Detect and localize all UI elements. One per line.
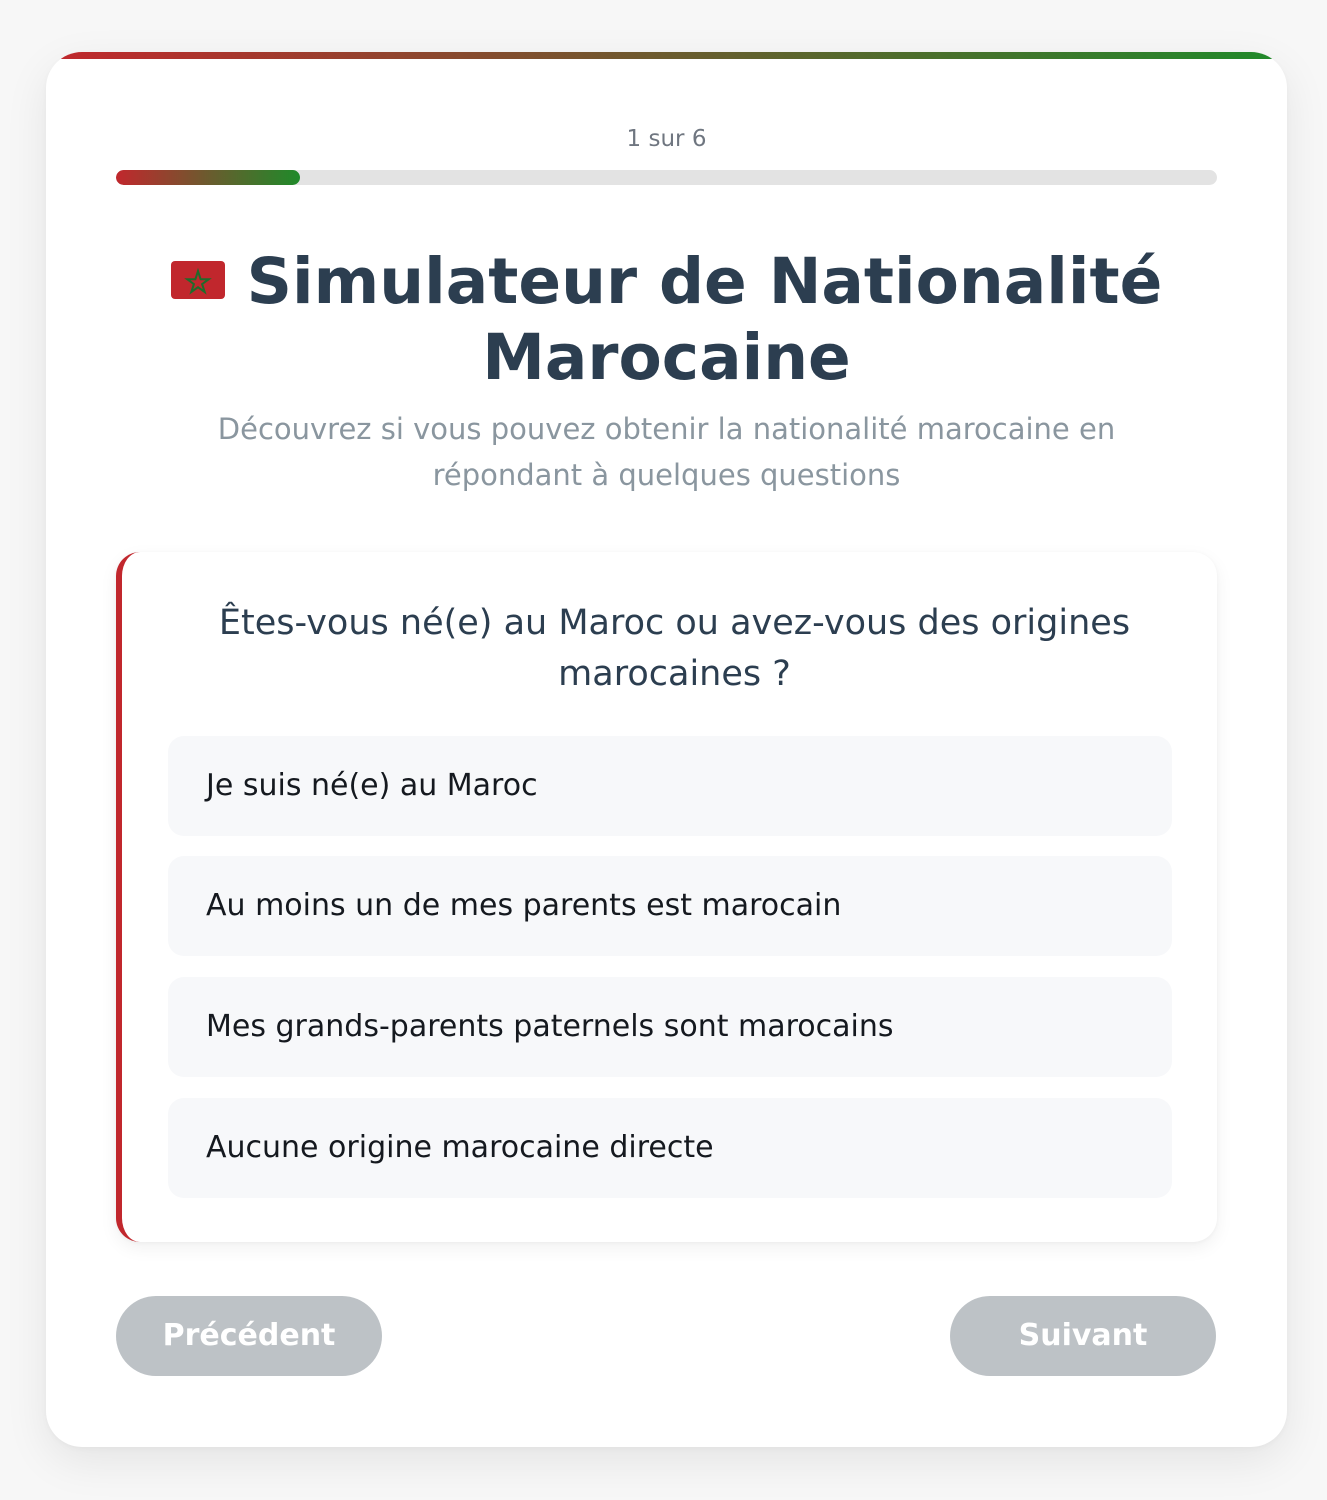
page-subtitle: Découvrez si vous pouvez obtenir la nationalité marocaine en répondant à quelques questions	[217, 412, 1116, 492]
answer-option[interactable]: Au moins un de mes parents est marocain	[168, 856, 1172, 956]
page-title-text: Simulateur de Nationalité Marocaine	[246, 245, 1163, 394]
progress-bar-fill	[116, 170, 300, 185]
answer-option[interactable]: Je suis né(e) au Maroc	[168, 736, 1172, 836]
answer-option[interactable]: Aucune origine marocaine directe	[168, 1098, 1172, 1198]
page-title	[166, 244, 1167, 396]
previous-button[interactable]: Précédent	[116, 1296, 382, 1376]
top-accent-bar	[46, 52, 1287, 59]
question-card	[116, 552, 1217, 1242]
morocco-flag-icon	[171, 261, 225, 299]
answer-option[interactable]: Mes grands-parents paternels sont marocains	[168, 977, 1172, 1077]
next-button[interactable]: Suivant	[950, 1296, 1216, 1376]
question-text: Êtes-vous né(e) au Maroc ou avez-vous des origines marocaines ?	[218, 603, 1131, 694]
progress-bar	[116, 170, 1217, 185]
simulator-card	[46, 52, 1287, 1447]
step-counter: 1 sur 6	[626, 126, 707, 152]
